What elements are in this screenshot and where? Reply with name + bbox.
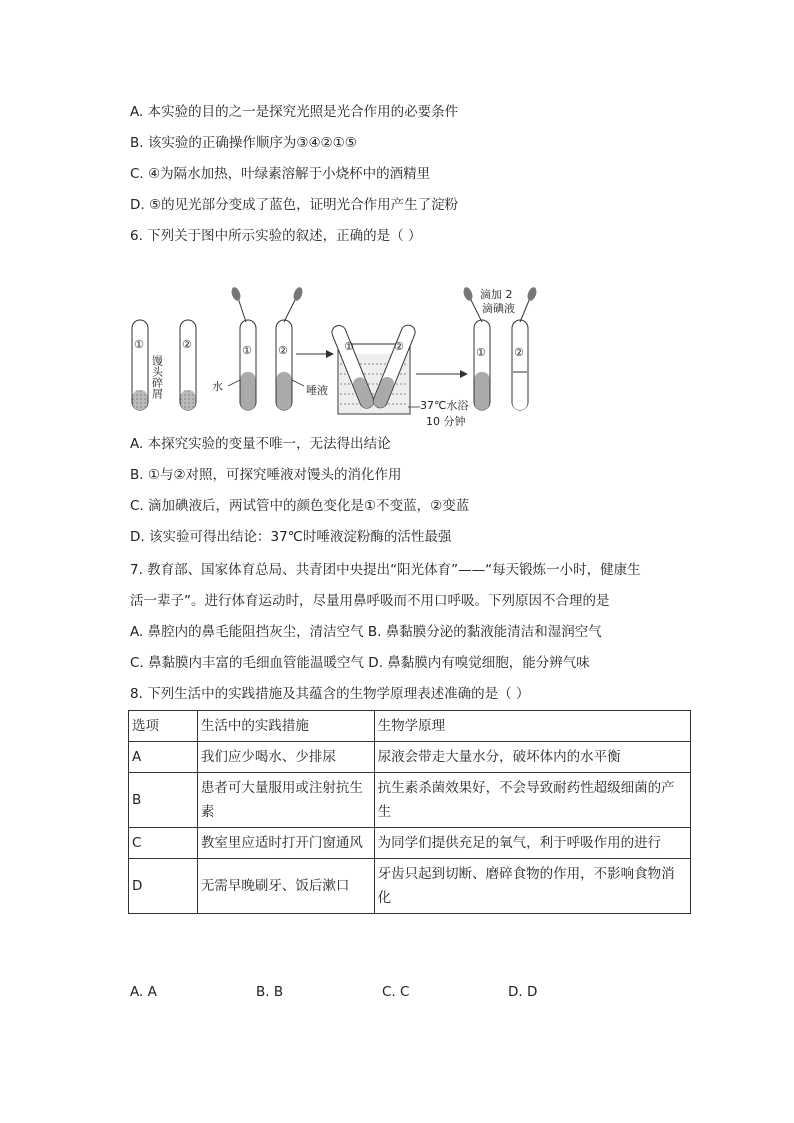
iodine-label-1: 滴加 2 bbox=[480, 288, 513, 301]
stage4-tube-1-label: ① bbox=[476, 346, 486, 359]
row-d-practice: 无需早晚刷牙、饭后漱口 bbox=[197, 859, 374, 914]
q8-answer-c: C. C bbox=[382, 984, 410, 1000]
stage1-tube-2-label: ② bbox=[182, 338, 192, 351]
q6-option-c: C. 滴加碘液后，两试管中的颜色变化是①不变蓝，②变蓝 bbox=[130, 498, 470, 514]
saliva-label: 唾液 bbox=[306, 384, 328, 397]
header-option: 选项 bbox=[129, 711, 198, 742]
mantou-label-1: 馒头碎屑 bbox=[150, 355, 164, 399]
q6-experiment-diagram bbox=[120, 282, 540, 432]
row-b-option: B bbox=[129, 773, 198, 828]
q8-table bbox=[128, 710, 691, 914]
row-b-principle: 抗生素杀菌效果好，不会导致耐药性超级细菌的产生 bbox=[374, 773, 690, 828]
stage2-tube-1 bbox=[230, 286, 256, 410]
q5-option-c: C. ④为隔水加热，叶绿素溶解于小烧杯中的酒精里 bbox=[130, 166, 431, 182]
water-label: 水 bbox=[212, 380, 223, 393]
row-a-practice: 我们应少喝水、少排尿 bbox=[197, 742, 374, 773]
row-c-principle: 为同学们提供充足的氧气，利于呼吸作用的进行 bbox=[374, 828, 690, 859]
q8-answer-b: B. B bbox=[256, 984, 284, 1000]
row-d-principle: 牙齿只起到切断、磨碎食物的作用，不影响食物消化 bbox=[374, 859, 690, 914]
row-a-principle: 尿液会带走大量水分，破坏体内的水平衡 bbox=[374, 742, 690, 773]
q7-stem-line2: 活一辈子”。进行体育运动时，尽量用鼻呼吸而不用口呼吸。下列原因不合理的是 bbox=[130, 593, 610, 609]
bath-tube-2-label: ② bbox=[394, 340, 404, 353]
row-c-option: C bbox=[129, 828, 198, 859]
q6-option-d: D. 该实验可得出结论：37℃时唾液淀粉酶的活性最强 bbox=[130, 529, 452, 545]
stage2-tube-2 bbox=[276, 286, 304, 410]
q7-stem-line1: 7. 教育部、国家体育总局、共青团中央提出“阳光体育”——“每天锻炼一小时，健康生 bbox=[130, 562, 641, 578]
q5-option-d: D. ⑤的见光部分变成了蓝色，证明光合作用产生了淀粉 bbox=[130, 197, 459, 213]
q8-answer-d: D. D bbox=[508, 984, 538, 1000]
bath-temp-label: 37℃水浴 bbox=[420, 399, 469, 412]
stage1-tube-2 bbox=[180, 320, 196, 410]
bath-tube-1-label: ① bbox=[344, 340, 354, 353]
table-row bbox=[129, 859, 691, 914]
stage2-tube-1-label: ① bbox=[242, 344, 252, 357]
iodine-label-2: 滴碘液 bbox=[482, 302, 515, 315]
row-a-option: A bbox=[129, 742, 198, 773]
stage1-tube-1 bbox=[132, 320, 148, 410]
bath-time-label: 10 分钟 bbox=[426, 415, 466, 428]
table-row bbox=[129, 742, 691, 773]
stage4-tube-2 bbox=[512, 286, 538, 410]
stage4-tube-2-label: ② bbox=[514, 346, 524, 359]
q7-options-line2: C. 鼻黏膜内丰富的毛细血管能温暖空气 D. 鼻黏膜内有嗅觉细胞，能分辨气味 bbox=[130, 655, 590, 671]
q6-stem: 6. 下列关于图中所示实验的叙述，正确的是（ ） bbox=[130, 228, 422, 244]
row-b-practice: 患者可大量服用或注射抗生素 bbox=[197, 773, 374, 828]
water-bath-beaker bbox=[330, 323, 417, 414]
table-header-row bbox=[129, 711, 691, 742]
header-principle: 生物学原理 bbox=[374, 711, 690, 742]
q8-stem: 8. 下列生活中的实践措施及其蕴含的生物学原理表述准确的是（ ） bbox=[130, 686, 530, 702]
table-row bbox=[129, 773, 691, 828]
q7-options-line1: A. 鼻腔内的鼻毛能阻挡灰尘，清洁空气 B. 鼻黏膜分泌的黏液能清洁和湿润空气 bbox=[130, 624, 602, 640]
row-c-practice: 教室里应适时打开门窗通风 bbox=[197, 828, 374, 859]
table-row bbox=[129, 828, 691, 859]
stage1-tube-1-label: ① bbox=[134, 338, 144, 351]
q8-answer-a: A. A bbox=[130, 984, 157, 1000]
header-practice: 生活中的实践措施 bbox=[197, 711, 374, 742]
q6-option-b: B. ①与②对照，可探究唾液对馒头的消化作用 bbox=[130, 467, 402, 483]
row-d-option: D bbox=[129, 859, 198, 914]
q5-option-a: A. 本实验的目的之一是探究光照是光合作用的必要条件 bbox=[130, 104, 459, 120]
q5-option-b: B. 该实验的正确操作顺序为③④②①⑤ bbox=[130, 135, 357, 151]
q6-option-a: A. 本探究实验的变量不唯一，无法得出结论 bbox=[130, 436, 391, 452]
stage2-tube-2-label: ② bbox=[278, 344, 288, 357]
